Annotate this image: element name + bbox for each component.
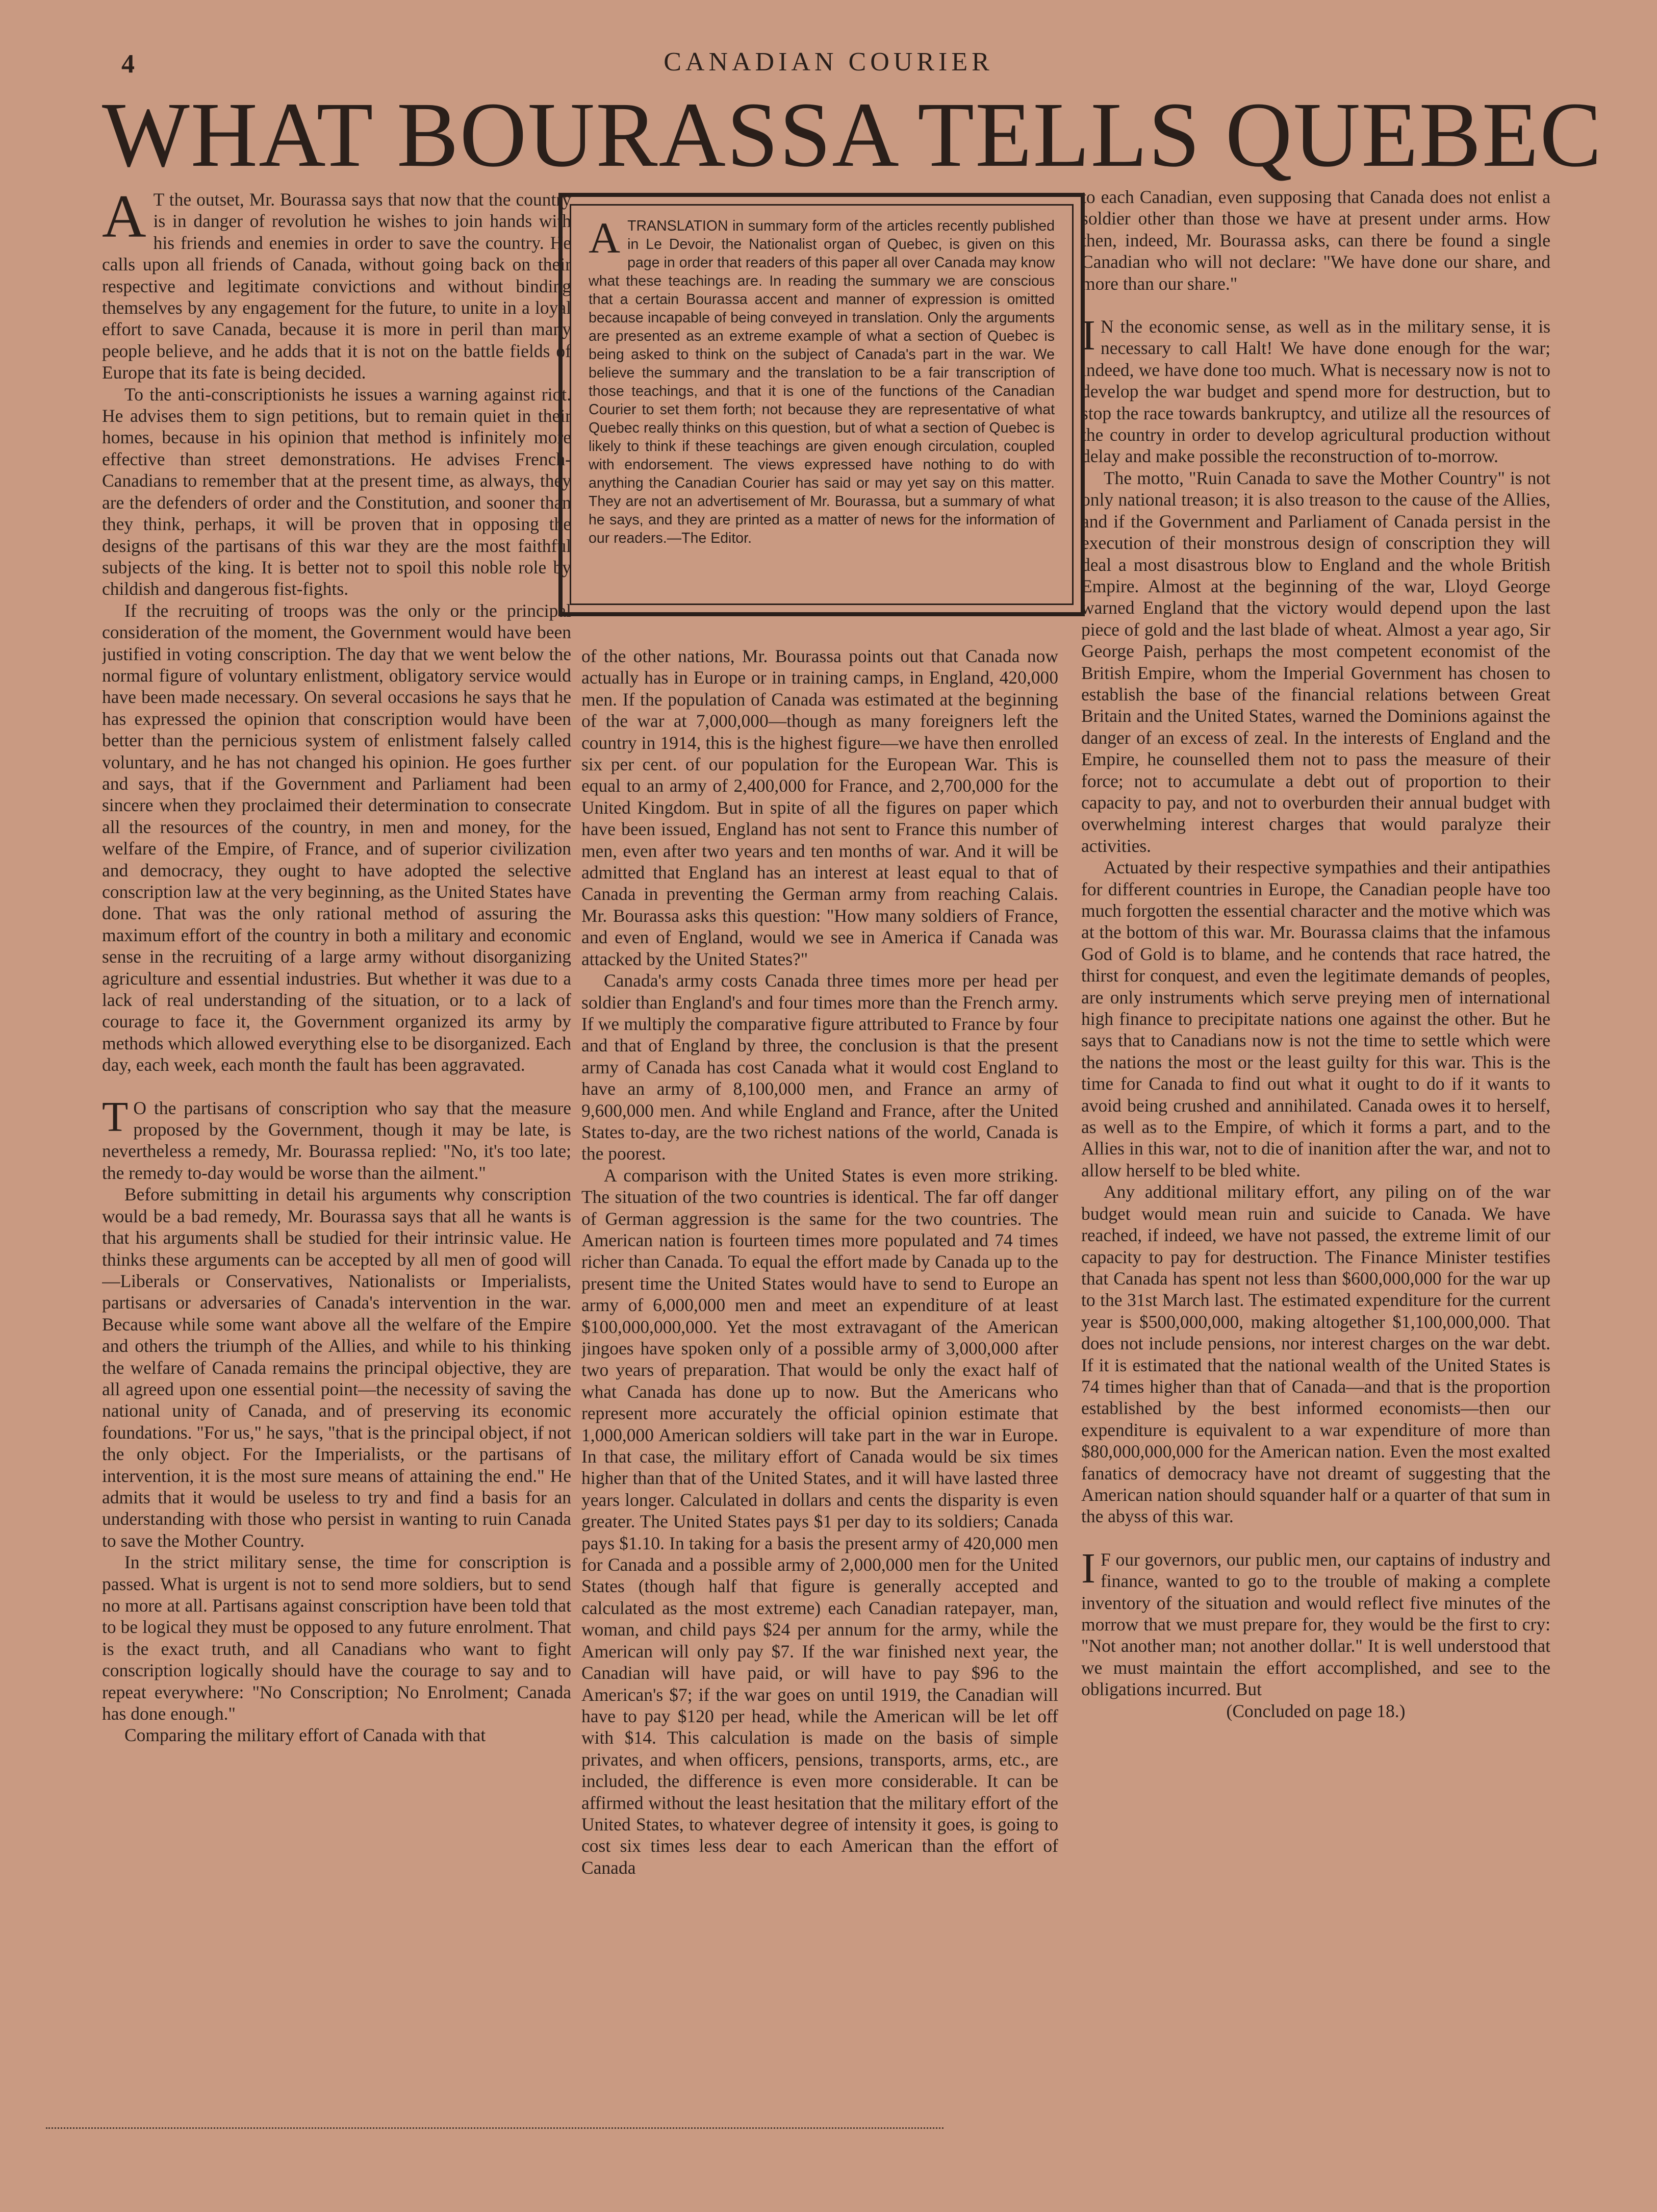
footer-rule bbox=[46, 2127, 944, 2129]
editor-note bbox=[570, 204, 1074, 605]
article-column-3 bbox=[1081, 186, 1550, 2130]
paragraph: Comparing the military effort of Canada with that bbox=[124, 1725, 486, 1746]
drop-cap: A bbox=[589, 213, 621, 262]
running-head: CANADIAN COURIER bbox=[664, 47, 993, 77]
editor-note-box bbox=[558, 193, 1085, 616]
article-column-1 bbox=[102, 189, 571, 2127]
paragraph: Canada's army costs Canada three times more per head per soldier than England's and four times more than the French army. If we multiply the comparative figure attributed to France by four and that of England by three, the conclusion is that the present army of Canada has cost Canada what it would cost England to have an army of 8,100,000 men, and France an army of 9,600,000 men. And while England and France, after the United States to-day, are the two richest nations of the world, Canada is the poorest. bbox=[581, 970, 1058, 1164]
paragraph: Any additional military effort, any piling on of the war budget would mean ruin and suicide to Canada. We have reached, if indeed, we have not passed, the extreme limit of our capacity to pay for destruction. The Finance Minister testifies that Canada has spent not less than $600,000,000 for the war up to the 31st March last. The estimated expenditure for the current year is $500,000,000, making altogether $1,100,000,000. That does not include pensions, nor interest charges on the war debt. If it is estimated that the national wealth of the United States is 74 times higher than that of Canada—and that is the proportion established by the best informed economists—then our expenditure is equivalent to a war expenditure of more than $80,000,000,000 for the American nation. Even the most exalted fanatics of democracy have not dreamt of suggesting that the American nation should squander half or a quarter of that sum in the abyss of this war. bbox=[1081, 1182, 1550, 1527]
page-number: 4 bbox=[121, 49, 135, 79]
paragraph: Before submitting in detail his arguments why conscription would be a bad remedy, Mr. Bourassa says that all he wants is that his arguments shall be studied for their intrinsic value. He thinks these arguments can be accepted by all men of good will—Liberals or Conservatives, Nationalists or Imperialists, partisans or adversaries of Canada's intervention in the war. Because while some want above all the welfare of the Empire and others the triumph of the Allies, and while to his thinking the welfare of Canada remains the principal objective, they are all agreed upon one essential point—the necessity of saving the national unity of Canada, and of preserving its economic foundations. "For us," he says, "that is the principal object, if not the only object. For the Imperialists, or the partisans of intervention, it is the most sure means of attaining the end." He admits that it would be useless to try and find a basis for an understanding with those who persist in wanting to ruin Canada to save the Mother Country. bbox=[102, 1184, 571, 1551]
paragraph: To the anti-conscriptionists he issues a warning against riot. He advises them to sign petitions, but to remain quiet in their homes, because in his opinion that method is infinitely more effective than street demonstrations. He advises French-Canadians to remember that at the present time, as always, they are the defenders of order and the Constitution, and sooner than they think, perhaps, it will be proven that in opposing the designs of the partisans of this war they are the most faithful subjects of the king. It is better not to spoil this noble role by childish and dangerous fist-fights. bbox=[102, 384, 571, 599]
continuation-note: (Concluded on page 18.) bbox=[1226, 1700, 1406, 1721]
paragraph: to each Canadian, even supposing that Canada does not enlist a soldier other than those we have at present under arms. How then, indeed, Mr. Bourassa asks, can there be found a single Canadian who will not declare: "We have done our share, and more than our share." bbox=[1081, 187, 1550, 294]
paragraph bbox=[1081, 312, 1550, 467]
drop-cap: I bbox=[1081, 1544, 1095, 1592]
paragraph bbox=[102, 189, 571, 384]
paragraph bbox=[102, 1093, 571, 1184]
drop-cap: I bbox=[1081, 312, 1095, 360]
paragraph-text: N the economic sense, as well as in the military sense, it is necessary to call Halt! We have done enough for the war; indeed, we have done too much. What is necessary now is not to develop the war budget and spend more for destruction, but to stop the race towards bankruptcy, and utilize all the resources of the country in order to develop agricultural production without delay and make possible the reconstruction of to-morrow. bbox=[1081, 316, 1550, 467]
paragraph: Actuated by their respective sympathies and their antipathies for different countries in Europe, the Canadian people have too much forgotten the essential character and the motive which was at the bottom of this war. Mr. Bourassa claims that the infamous God of Gold is to blame, and he contends that race hatred, the thirst for conquest, and even the legitimate demands of peoples, are only instruments which serve preying men of international high finance to precipitate nations one against the other. But he says that to Canadians now is not the time to settle which were the nations the most or the least guilty for this war. This is the time for Canada to find out what it ought to do if it wants to avoid being crushed and annihilated. Canada owes it to herself, as well as to the Empire, of which it forms a part, and to the Allies in this war, not to die of inanition after the war, and not to allow herself to be bled white. bbox=[1081, 857, 1550, 1180]
paragraph: If the recruiting of troops was the only or the principal consideration of the moment, the Government would have been justified in voting conscription. The day that we went below the normal figure of voluntary enlistment, obligatory service would have been made necessary. On several occasions he says that he has expressed the opinion that conscription would have been better than the pernicious system of enlistment falsely called voluntary, and he has not changed his opinion. He goes further and says, that if the Government and Parliament had been sincere when they proclaimed their determination to consecrate all the resources of the country, in men and money, for the welfare of the Empire, of France, and of superior civilization and democracy, they ought to have adopted the selective conscription law at the very beginning, as the United States have done. That was the only rational method of assuring the maximum effort of the country in both a military and economic sense in the recruiting of a large army without disorganizing agriculture and essential industries. But whether it was due to a lack of real understanding of the situation, or to a lack of courage to face it, the Government organized its army by methods which allowed everything else to be disorganized. Each day, each week, each month the fault has been aggravated. bbox=[102, 600, 571, 1075]
paragraph: The motto, "Ruin Canada to save the Mother Country" is not only national treason; it is also treason to the cause of the Allies, and if the Government and Parliament of Canada persist in the execution of their monstrous design of conscription they will deal a most disastrous blow to England and the whole British Empire. Almost at the beginning of the war, Lloyd George warned England that the victory would depend upon the last piece of gold and the last blade of wheat. Almost a year ago, Sir George Paish, perhaps the most competent economist of the British Empire, whom the Imperial Government has chosen to establish the base of the financial relations between Great Britain and the United States, warned the Dominions against the danger of an excess of zeal. In the interests of England and the Empire, he counselled them not to pass the measure of their force; not to accumulate a debt out of proportion to their capacity to pay, and not to overburden their annual budget with overwhelming interest charges that would paralyze their activities. bbox=[1081, 467, 1550, 856]
paragraph: A comparison with the United States is even more striking. The situation of the two countries is identical. The far off danger of German aggression is the same for the two countries. The American nation is fourteen times more populated and 74 times richer than Canada. To equal the effort made by Canada up to the present time the United States would have to send to Europe an army of 6,000,000 men and meet an expenditure of at least $100,000,000,000. Yet the most extravagant of the American jingoes have spoken only of a possible army of 3,000,000 after two years of preparation. That would be only the exact half of what Canada has done up to now. But the Americans who represent more accurately the official opinion estimate that 1,000,000 American soldiers will take part in the war in Europe. In that case, the military effort of Canada would be six times higher than that of the United States, and it will have lasted three years longer. Calculated in dollars and cents the disparity is even greater. The United States pays $1 per day to its soldiers; Canada pays $1.10. In taking for a basis the present army of 420,000 men for Canada and a possible army of 2,000,000 men for the United States (though half that figure is generally accepted and calculated as the most extreme) each Canadian ratepayer, man, woman, and child pays $24 per annum for the army, while the American will only pay $7. If the war finished next year, the Canadian will have paid, or will have to pay $96 to the American's $7; if the war goes on until 1919, the Canadian will have to pay $120 per head, while the American will be let off with $14. This calculation is made on the basis of simple privates, and when officers, pensions, transports, arms, etc., are included, the difference is even more considerable. It can be affirmed without the least hesitation that the military effort of the United States, to whatever degree of intensity it goes, is going to cost six times less dear to each American than the effort of Canada bbox=[581, 1165, 1058, 1878]
paragraph: In the strict military sense, the time for conscription is passed. What is urgent is not to send more soldiers, but to send no more at all. Partisans against conscription have been told that to be logical they must be opposed to any future enrolment. That is the exact truth, and all Canadians who want to fight conscription logically should have the courage to say and to repeat everywhere: "No Conscription; No Enrolment; Canada has done enough." bbox=[102, 1552, 571, 1724]
paragraph-text: T the outset, Mr. Bourassa says that now that the country is in danger of revolution he wishes to join hands with his friends and enemies in order to save the country. He calls upon all friends of Canada, without going back on their respective and legitimate convictions and without binding themselves by any engagement for the future, to unite in a loyal effort to save Canada, because it is more in peril than many people believe, and he adds that it is not on the battle fields of Europe that its fate is being decided. bbox=[102, 189, 571, 383]
headline: WHAT BOURASSA TELLS QUEBEC bbox=[102, 84, 1603, 186]
paragraph-text: O the partisans of conscription who say that the measure proposed by the Government, though it may be late, is nevertheless a remedy, Mr. Bourassa replied: "No, it's too late; the remedy to-day would be worse than the ailment." bbox=[102, 1097, 571, 1183]
paragraph-text: F our governors, our public men, our captains of industry and finance, wanted to go to the trouble of making a complete inventory of the situation and would reflect five minutes of the morrow that we must prepare for, they would be the first to cry: "Not another man; not another dollar." It is well understood that we must maintain the effort accomplished, and see to the obligations incurred. But bbox=[1081, 1549, 1550, 1700]
paragraph: of the other nations, Mr. Bourassa points out that Canada now actually has in Europe or in training camps, in England, 420,000 men. If the population of Canada was estimated at the beginning of the war at 7,000,000—though as many foreigners left the country in 1914, this is the highest figure—we have then enrolled six per cent. of our population for the European War. This is equal to an army of 2,400,000 for France, and 2,700,000 for the United Kingdom. But in spite of all the figures on paper which have been issued, England has not sent to France this number of men, even after two years and ten months of war. And it will be admitted that England has an interest at least equal to that of Canada in preventing the German army from reaching Calais. Mr. Bourassa asks this question: "How many soldiers of France, and even of England, would we see in America if Canada was attacked by the United States?" bbox=[581, 646, 1058, 969]
drop-cap: T bbox=[102, 1093, 129, 1141]
paragraph bbox=[1081, 1544, 1550, 1700]
editor-note-text: TRANSLATION in summary form of the articles recently published in Le Devoir, the Nationalist organ of Quebec, is given on this page in order that readers of this paper all over Canada may know what these teachings are. In reading the summary we are conscious that a certain Bourassa accent and manner of expression is omitted because incapable of being conveyed in translation. Only the arguments are presented as an extreme example of what a section of Quebec is being asked to think on the subject of Canada's part in the war. We believe the summary and the translation to be a fair transcription of those teachings, and that it is one of the functions of the Canadian Courier to set them forth; not because they are representative of what Quebec really thinks on this question, but of what a section of Quebec is likely to think if these teachings are given enough circulation, coupled with endorsement. The views expressed have nothing to do with anything the Canadian Courier has said or may yet say on this matter. They are not an advertisement of Mr. Bourassa, but a summary of what he says, and they are printed as a matter of news for the information of our readers.—The Editor. bbox=[589, 218, 1055, 546]
drop-cap: A bbox=[102, 189, 146, 250]
article-column-2 bbox=[581, 645, 1058, 2127]
